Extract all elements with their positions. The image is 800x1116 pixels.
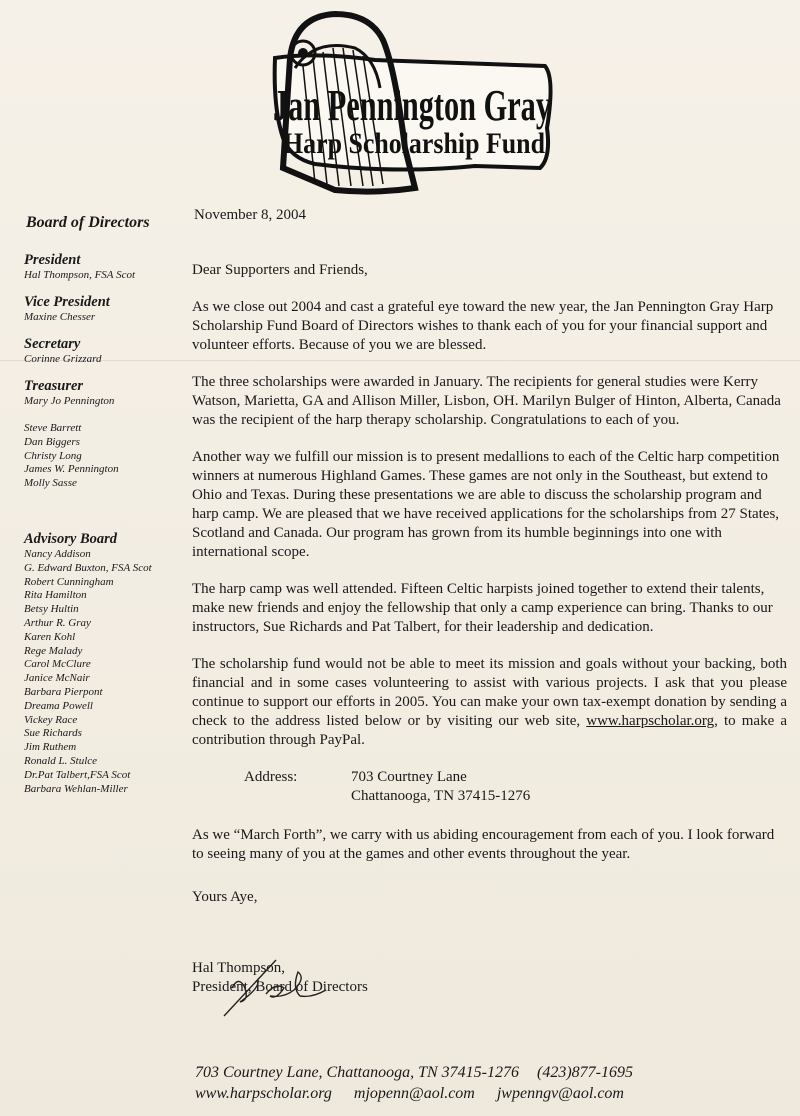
role-title: Treasurer (24, 378, 84, 394)
advisor-name: Jim Ruthem (24, 741, 77, 754)
advisory-board-list (22, 548, 182, 796)
advisor-name: Robert Cunningham (24, 575, 114, 588)
footer-web-row (195, 1083, 647, 1104)
member-name: James W. Pennington (24, 463, 119, 476)
logo-line1: Jan Pennington Gray (273, 81, 551, 130)
member-name: Steve Barrett (24, 422, 82, 434)
address-label: Address: (244, 769, 298, 785)
role-secretary (22, 336, 182, 366)
role-title: Secretary (24, 336, 81, 352)
funding-text-end: , to make a contribution through PayPal. (192, 713, 787, 748)
advisor-name: Barbara Wehlan-Miller (24, 782, 128, 795)
advisor-name: Arthur R. Gray (24, 616, 91, 629)
signer-name: Hal Thompson, (192, 960, 286, 976)
role-title: President (24, 252, 81, 268)
harp-logo-icon (255, 8, 560, 198)
handwritten-signature (214, 958, 334, 1018)
advisor-name: Karen Kohl (24, 630, 76, 643)
paragraph-medallions: Another way we fulfill our mission is to present medallions to each of the Celtic harp competition winners at numerous Highland Games. These games are not only in the Southeast, but extend to Ohio and Texas. During these presentations we are able to discuss the scholarship program and harp camp. We are pleased that we have received applications for the scholarships from 27 States, Scotland and Canada. Our program has grown from its humble beginnings into one with international scope. (192, 449, 780, 560)
fund-logo (255, 8, 560, 198)
role-title: Vice President (24, 294, 110, 310)
footer-contact-row (195, 1062, 647, 1083)
footer-phone: (423)877-1695 (537, 1064, 633, 1081)
advisor-name: Sue Richards (24, 727, 82, 740)
address-lines (351, 768, 530, 806)
advisory-board-title: Advisory Board (24, 530, 118, 547)
address-block (244, 768, 787, 806)
role-name: Corinne Grizzard (24, 353, 102, 365)
role-treasurer (22, 378, 182, 408)
logo-line2: Harp Scholarship Fund (283, 127, 546, 160)
advisor-name: Vickey Race (24, 713, 78, 726)
salutation: Dear Supporters and Friends, (192, 262, 368, 278)
member-name: Dan Biggers (24, 435, 80, 448)
advisor-name: Janice McNair (24, 672, 90, 685)
paragraph-harp-camp: The harp camp was well attended. Fifteen Celtic harpists joined together to extend their talents, make new friends and enjoy the fellowship that only a camp experience can bring. Thanks to our instructors, Sue Richards and Pat Talbert, for their leadership and dedication. (192, 581, 773, 635)
footer-address: 703 Courtney Lane, Chattanooga, TN 37415-1276 (195, 1064, 520, 1081)
paragraph-funding (192, 655, 787, 750)
address-line: 703 Courtney Lane (351, 769, 467, 785)
advisor-name: Ronald L. Stulce (24, 754, 98, 767)
signer-title: President, Board of Directors (192, 979, 368, 995)
board-title: Board of Directors (26, 214, 150, 231)
paragraph-scholarships: The three scholarships were awarded in January. The recipients for general studies were Kerry Watson, Marietta, GA and Allison Miller, Lisbon, OH. Marilyn Bulger of Hinton, Alberta, Canada was the recipient of the harp therapy scholarship. Congratulations to each of you. (192, 374, 781, 428)
member-name: Christy Long (24, 449, 82, 462)
role-name: Hal Thompson, FSA Scot (24, 269, 136, 281)
paragraph-closing: As we “March Forth”, we carry with us abiding encouragement from each of you. I look forward to seeing many of you at the games and other events throughout the year. (192, 827, 775, 862)
paragraph-thanks: As we close out 2004 and cast a grateful eye toward the new year, the Jan Pennington Gray Harp Scholarship Fund Board of Directors wishes to thank each of you for your financial support and volunteer efforts. Because of you we are blessed. (192, 299, 774, 353)
advisor-name: Rita Hamilton (24, 589, 87, 602)
role-name: Mary Jo Pennington (24, 395, 115, 407)
advisor-name: Barbara Pierpont (24, 685, 103, 698)
funding-text: The scholarship fund would not be able to meet its mission and goals without your backing, both financial and in some cases volunteering to assist with various projects. I ask that you please continue to support our efforts in 2005. You can make your own tax-exempt donation by sending a check to the address listed below or by visiting our web site, (192, 656, 787, 729)
advisor-name: Carol McClure (24, 658, 91, 671)
letter-date: November 8, 2004 (194, 207, 307, 223)
address-line: Chattanooga, TN 37415-1276 (351, 788, 531, 804)
letterhead-footer (195, 1062, 647, 1104)
advisor-name: Nancy Addison (24, 547, 91, 560)
footer-email[interactable]: mjopenn@aol.com (353, 1085, 475, 1102)
board-sidebar (22, 214, 182, 796)
board-members (24, 422, 182, 491)
closing-phrase: Yours Aye, (192, 889, 258, 905)
footer-email[interactable]: jwpenngv@aol.com (496, 1085, 624, 1102)
footer-website[interactable]: www.harpscholar.org (195, 1085, 332, 1102)
advisor-name: Betsy Hultin (24, 603, 79, 616)
role-name: Maxine Chesser (24, 311, 96, 323)
advisor-name: Dr.Pat Talbert,FSA Scot (24, 768, 131, 781)
role-president (22, 252, 182, 282)
role-vice-president (22, 294, 182, 324)
advisor-name: Dreama Powell (24, 699, 93, 712)
member-name: Molly Sasse (24, 477, 77, 490)
website-link[interactable]: www.harpscholar.org (586, 713, 715, 729)
advisor-name: G. Edward Buxton, FSA Scot (24, 561, 152, 574)
letter-body (192, 206, 787, 997)
advisor-name: Rege Malady (24, 644, 83, 657)
